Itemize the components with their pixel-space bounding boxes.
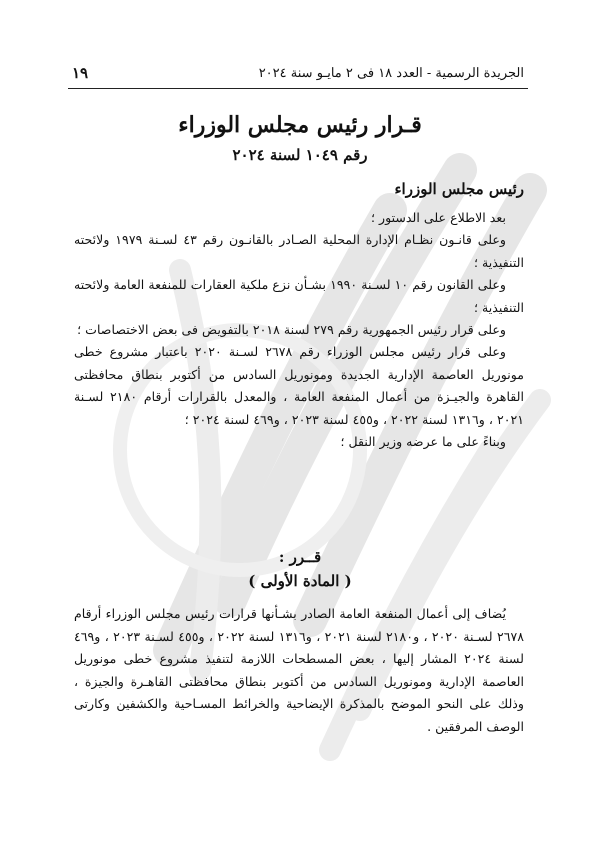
header-divider bbox=[68, 88, 528, 89]
decree-number: رقم ١٠٤٩ لسنة ٢٠٢٤ bbox=[232, 146, 368, 164]
preamble-paragraph: وبناءً على ما عرضه وزير النقل ؛ bbox=[340, 434, 506, 450]
decree-title: قـرار رئيس مجلس الوزراء bbox=[178, 112, 422, 138]
preamble-paragraph: وعلى قانـون نظـام الإدارة المحلية الصـادر بالقانـون رقم ٤٣ لسـنة ١٩٧٩ ولائحته التنفيذية ؛ bbox=[74, 232, 524, 270]
preamble-paragraph: وعلى القانون رقم ١٠ لسـنة ١٩٩٠ بشـأن نزع ملكية العقارات للمنفعة العامة ولائحته التنفيذية ؛ bbox=[74, 277, 524, 315]
gazette-issue-title: الجريدة الرسمية - العدد ١٨ فى ٢ مايـو سنة ٢٠٢٤ bbox=[258, 65, 524, 81]
page-header bbox=[72, 62, 524, 84]
page-number: ١٩ bbox=[72, 64, 89, 82]
preamble-paragraph: وعلى قرار رئيس الجمهورية رقم ٢٧٩ لسنة ٢٠١٨ بالتفويض فى بعض الاختصاصات ؛ bbox=[77, 322, 506, 338]
preamble-paragraph: وعلى قرار رئيس مجلس الوزراء رقم ٢٦٧٨ لسـنة ٢٠٢٠ باعتبار مشروع خطى مونوريل العاصمة الإدارية الجديدة ومونوريل السادس من أكتوبر بنطاق محافظتى القاهرة والجيـزة من أعمال المنفعة العامة ، والمعدل بالقرارات أرقام ٢١٨٠ لسـنة ٢٠٢١ ، و١٣١٦ لسنة ٢٠٢٢ ، و٤٥٥ لسنة ٢٠٢٣ ، و٤٦٩ لسنة ٢٠٢٤ ؛ bbox=[74, 344, 524, 427]
issuing-authority: رئيس مجلس الوزراء bbox=[394, 180, 524, 198]
article-body: يُضاف إلى أعمال المنفعة العامة الصادر بشـأنها قرارات رئيس مجلس الوزراء أرقام ٢٦٧٨ لسـنة ٢٠٢٠ ، و٢١٨٠ لسنة ٢٠٢١ ، و١٣١٦ لسنة ٢٠٢٢ ، و٤٥٥ لسـنة ٢٠٢٣ ، و٤٦٩ لسنة ٢٠٢٤ المشار إليها ، بعض المسطحات اللازمة لتنفيذ مشروع خطى مونوريل العاصمة الإدارية ومونوريل السادس من أكتوبر بنطاق محافظتى القاهـرة والجيزة ، وذلك على النحو الموضح بالمذكرة الإيضاحية والخرائط المسـاحية والكشفين وكارتى الوصف المرفقين . bbox=[74, 606, 525, 734]
preamble bbox=[74, 207, 524, 453]
decided-heading: قــرر : bbox=[278, 548, 322, 566]
preamble-paragraph: بعد الاطلاع على الدستور ؛ bbox=[370, 210, 506, 225]
article-heading: ( المادة الأولى ) bbox=[248, 572, 352, 590]
